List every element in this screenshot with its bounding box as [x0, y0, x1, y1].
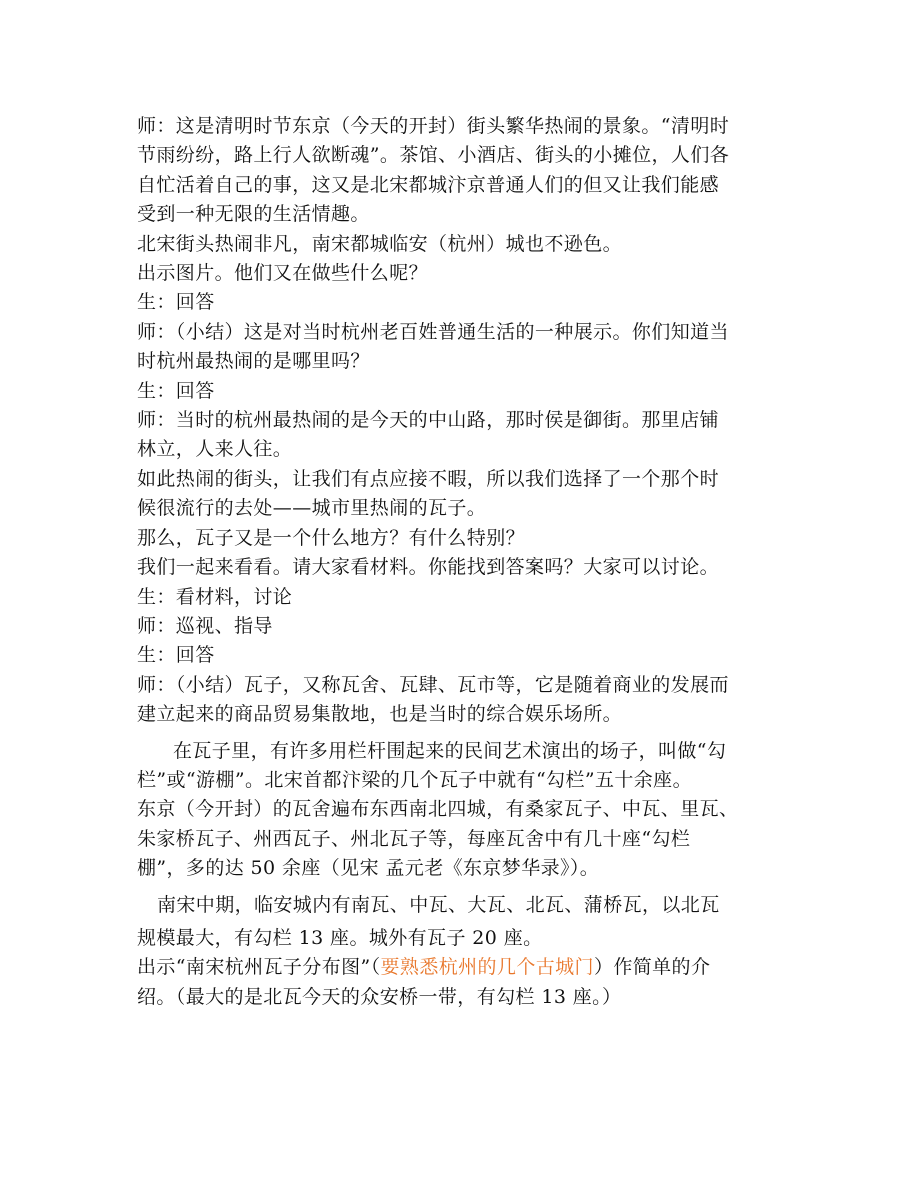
text-line: 候很流行的去处——城市里热闹的瓦子。 [137, 497, 487, 520]
text-line: 出示图片。他们又在做些什么呢？ [137, 262, 429, 285]
text-line: 师：（小结）这是对当时杭州老百姓普通生活的一种展示。你们知道当 [137, 320, 729, 343]
text-line: 师：当时的杭州最热闹的是今天的中山路，那时侯是御街。那里店铺 [137, 409, 720, 432]
text-line: 东京（今开封）的瓦舍遍布东西南北四城，有桑家瓦子、中瓦、里瓦、 [137, 798, 739, 821]
document-body [137, 112, 787, 1012]
text-line: 生：回答 [137, 644, 215, 667]
highlighted-text: 要熟悉杭州的几个古城门 [380, 956, 594, 979]
text-line: 如此热闹的街头，让我们有点应接不暇，所以我们选择了一个那个时 [137, 467, 720, 490]
text-line-with-highlight [137, 953, 787, 982]
text-line: 师：（小结）瓦子，又称瓦舍、瓦肆、瓦市等，它是随着商业的发展而 [137, 673, 729, 696]
text-line: 栏”或“游棚”。北宋首都汴梁的几个瓦子中就有“勾栏”五十余座。 [137, 768, 692, 791]
text-line: 绍。（最大的是北瓦今天的众安桥一带，有勾栏 13 座。） [137, 985, 622, 1008]
text-line: 时杭州最热闹的是哪里吗？ [137, 350, 370, 373]
text-line: 北宋街头热闹非凡，南宋都城临安（杭州）城也不逊色。 [137, 232, 623, 255]
text-line: 受到一种无限的生活情趣。 [137, 203, 370, 226]
text-line: 建立起来的商品贸易集散地，也是当时的综合娱乐场所。 [137, 703, 623, 726]
text-line: 规模最大，有勾栏 13 座。城外有瓦子 20 座。 [137, 926, 543, 949]
text-line: 自忙活着自己的事，这又是北宋都城汴京普通人们的但又让我们能感 [137, 173, 720, 196]
text-line: 那么，瓦子又是一个什么地方？有什么特别？ [137, 526, 526, 549]
text-line: 生：回答 [137, 291, 215, 314]
text-line: 在瓦子里，有许多用栏杆围起来的民间艺术演出的场子，叫做“勾 [173, 739, 727, 762]
text-line: 生：看材料，讨论 [137, 585, 293, 608]
text-line: 节雨纷纷，路上行人欲断魂”。茶馆、小酒店、街头的小摊位，人们各 [137, 144, 730, 167]
text-line: 我们一起来看看。请大家看材料。你能找到答案吗？大家可以讨论。 [137, 556, 720, 579]
text-line: 南宋中期，临安城内有南瓦、中瓦、大瓦、北瓦、蒲桥瓦，以北瓦 [157, 893, 720, 916]
text-line: 师：这是清明时节东京（今天的开封）街头繁华热闹的景象。“清明时 [137, 115, 730, 137]
text-line: 朱家桥瓦子、州西瓦子、州北瓦子等，每座瓦舍中有几十座“勾栏 [137, 827, 691, 850]
text-line: 棚”，多的达 50 余座（见宋 孟元老《东京梦华录》）。 [137, 857, 600, 880]
text-line: 林立，人来人往。 [137, 438, 293, 461]
text-line: 师：巡视、指导 [137, 614, 273, 637]
text-line: 生：回答 [137, 379, 215, 402]
text-segment: 出示“南宋杭州瓦子分布图”（ [137, 956, 381, 979]
text-segment: ）作简单的介 [593, 956, 711, 979]
